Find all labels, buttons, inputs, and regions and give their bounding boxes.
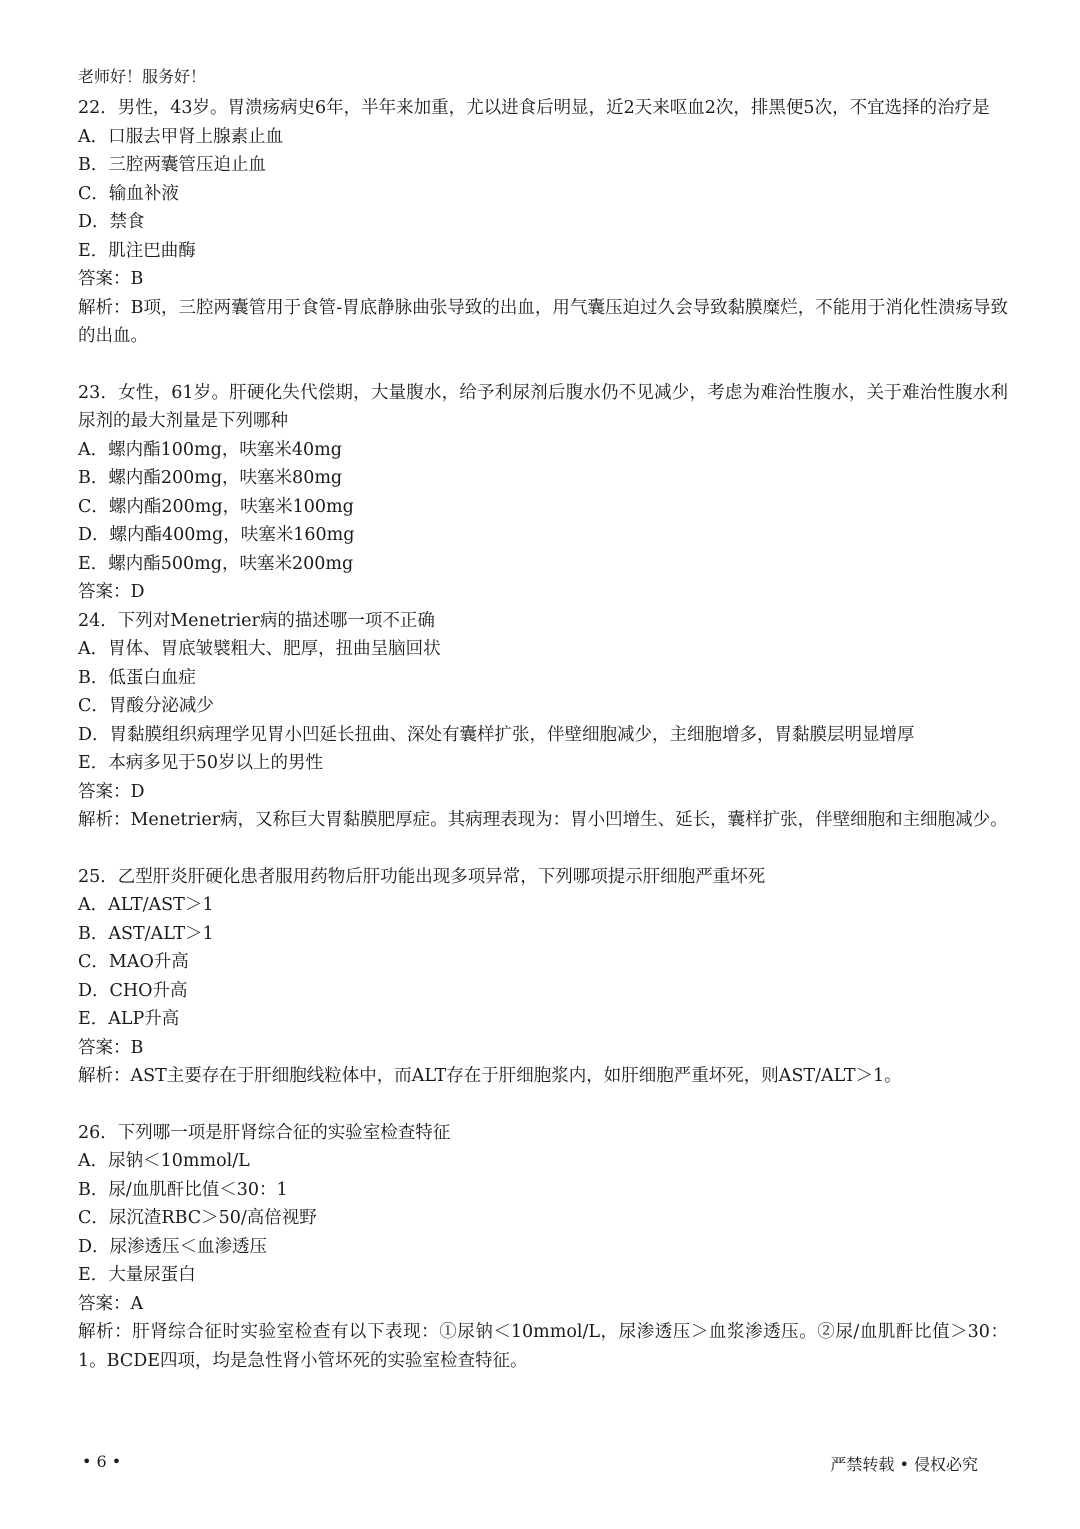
option-e: E．螺内酯500mg，呋塞米200mg [78, 553, 354, 574]
question-stem: 22．男性，43岁。胃溃疡病史6年，半年来加重，尤以进食后明显，近2天来呕血2次，排黑便5次，不宜选择的治疗是 [78, 98, 990, 118]
option-e: E．本病多见于50岁以上的男性 [78, 753, 324, 773]
option-b: B．螺内酯200mg，呋塞米80mg [78, 468, 343, 488]
answer: 答案：B [78, 269, 144, 289]
question-stem: 24．下列对Menetrier病的描述哪一项不正确 [78, 610, 435, 631]
option-e: E．肌注巴曲酶 [78, 240, 196, 261]
copyright-notice: 严禁转载 • 侵权必究 [830, 1455, 978, 1474]
question-24 [78, 607, 1008, 835]
option-d: D．尿渗透压＜血渗透压 [78, 1236, 268, 1257]
option-d: D．禁食 [78, 212, 145, 232]
page-number: • 6 • [82, 1452, 122, 1471]
option-b: B．低蛋白血症 [78, 667, 196, 688]
option-c: C．胃酸分泌减少 [78, 696, 214, 716]
option-a: A．尿钠＜10mmol/L [78, 1151, 250, 1171]
option-d: D．CHO升高 [78, 980, 188, 1001]
question-22 [78, 94, 1008, 351]
option-b: B．尿/血肌酐比值＜30：1 [78, 1179, 288, 1200]
option-b: B．AST/ALT＞1 [78, 923, 214, 944]
header-greeting: 老师好！服务好！ [78, 67, 207, 86]
question-stem: 23．女性，61岁。肝硬化失代偿期，大量腹水，给予利尿剂后腹水仍不见减少，考虑为难治性腹水，关于难治性腹水利尿剂的最大剂量是下列哪种 [78, 382, 1008, 431]
option-c: C．尿沉渣RBC＞50/高倍视野 [78, 1208, 317, 1228]
question-23 [78, 379, 1008, 607]
question-stem: 26．下列哪一项是肝肾综合征的实验室检查特征 [78, 1122, 451, 1143]
answer: 答案：A [78, 1293, 144, 1314]
analysis: 解析：AST主要存在于肝细胞线粒体中，而ALT存在于肝细胞浆内，如肝细胞严重坏死，则AST/ALT＞1。 [78, 1066, 902, 1086]
option-b: B．三腔两囊管压迫止血 [78, 155, 266, 175]
option-a: A．口服去甲肾上腺素止血 [78, 126, 284, 147]
analysis: 解析：B项，三腔两囊管用于食管-胃底静脉曲张导致的出血，用气囊压迫过久会导致黏膜糜烂，不能用于消化性溃疡导致的出血。 [78, 297, 1008, 346]
answer: 答案：B [78, 1037, 144, 1058]
question-25 [78, 863, 1008, 1091]
option-a: A．螺内酯100mg，呋塞米40mg [78, 439, 342, 460]
option-c: C．MAO升高 [78, 952, 189, 972]
option-a: A．胃体、胃底皱襞粗大、肥厚，扭曲呈脑回状 [78, 639, 441, 659]
analysis: 解析：Menetrier病，又称巨大胃黏膜肥厚症。其病理表现为：胃小凹增生、延长，囊样扩张，伴壁细胞和主细胞减少。 [78, 810, 1008, 830]
option-a: A．ALT/AST＞1 [78, 895, 214, 915]
option-e: E．ALP升高 [78, 1009, 180, 1029]
answer: 答案：D [78, 582, 145, 602]
option-d: D．胃黏膜组织病理学见胃小凹延长扭曲、深处有囊样扩张，伴壁细胞减少，主细胞增多，胃黏膜层明显增厚 [78, 724, 915, 745]
document-page [78, 64, 1008, 1375]
option-e: E．大量尿蛋白 [78, 1265, 196, 1285]
analysis: 解析：肝肾综合征时实验室检查有以下表现：①尿钠＜10mmol/L，尿渗透压＞血浆渗透压。②尿/血肌酐比值＞30：1。BCDE四项，均是急性肾小管坏死的实验室检查特征。 [78, 1322, 1008, 1371]
answer: 答案：D [78, 781, 145, 802]
page-footer [0, 1452, 1080, 1480]
option-d: D．螺内酯400mg，呋塞米160mg [78, 525, 355, 545]
option-c: C．螺内酯200mg，呋塞米100mg [78, 496, 354, 517]
question-26 [78, 1119, 1008, 1376]
option-c: C．输血补液 [78, 183, 179, 204]
question-stem: 25．乙型肝炎肝硬化患者服用药物后肝功能出现多项异常，下列哪项提示肝细胞严重坏死 [78, 866, 766, 887]
